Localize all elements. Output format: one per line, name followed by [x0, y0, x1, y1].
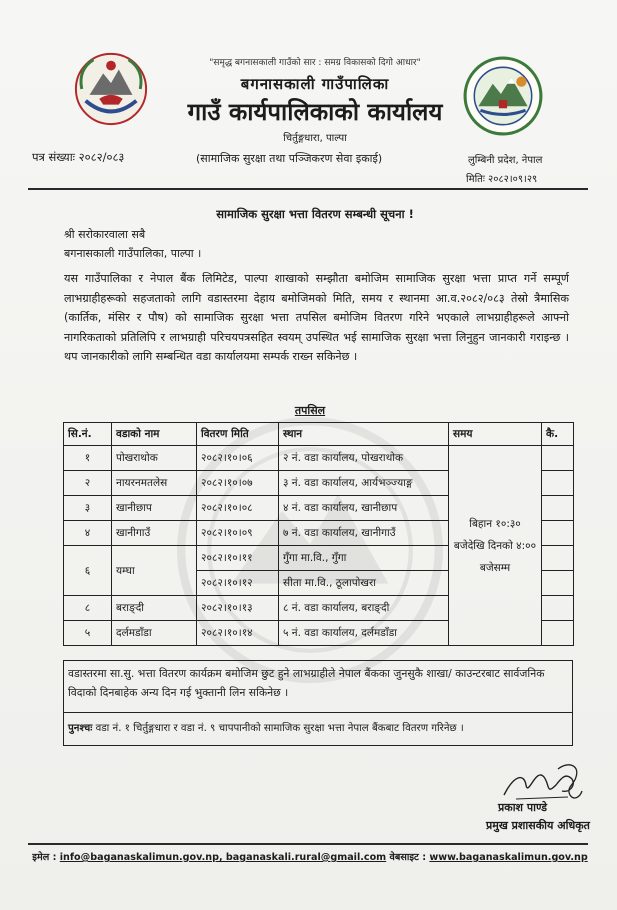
- col-time: समय: [449, 423, 542, 446]
- cell-ward: यम्घा: [112, 546, 197, 596]
- nepal-government-emblem: [72, 50, 150, 128]
- province: लुम्बिनी प्रदेश, नेपाल: [468, 155, 543, 166]
- website-label: वेबसाइट :: [389, 852, 427, 863]
- schedule-heading: तपसिल: [294, 404, 326, 417]
- cell-remarks: [542, 496, 574, 521]
- recipient-line-1: श्री सरोकारवाला सबै: [64, 228, 146, 241]
- cell-remarks: [542, 446, 574, 471]
- email-label: इमेल :: [32, 852, 57, 863]
- cell-date: २०८२।१०।०७: [197, 471, 279, 496]
- cell-time: बिहान १०:३० बजेदेखि दिनको ४:०० बजेसम्म: [449, 446, 542, 646]
- cell-remarks: [542, 546, 574, 571]
- distribution-schedule-table: [63, 422, 574, 646]
- cell-ward: पोखराथोक: [112, 446, 197, 471]
- postscript: [68, 720, 568, 734]
- postscript-label: पुनश्चः: [68, 723, 93, 734]
- cell-sn: १: [64, 446, 112, 471]
- cell-place: ५ नं. वडा कार्यालय, दर्लमडाँडा: [279, 621, 449, 646]
- col-ward: वडाको नाम: [112, 423, 197, 446]
- cell-sn: ४: [64, 521, 112, 546]
- col-place: स्थान: [279, 423, 449, 446]
- signer-title: प्रमुख प्रशासकीय अधिकृत: [486, 819, 590, 832]
- cell-date: २०८२।१०।०९: [197, 521, 279, 546]
- cell-ward: बराङ्दी: [112, 596, 197, 621]
- postscript-text: वडा नं. १ चिर्तुङ्गधारा र वडा नं. ९ चापपानीको सामाजिक सुरक्षा भत्ता नेपाल बैंकबाट वितरण गरिनेछ ।: [95, 723, 464, 734]
- cell-date: २०८२।१०।१३: [197, 596, 279, 621]
- cell-place: सीता मा.वि., ठूलापोखरा: [279, 571, 449, 596]
- signer-name: प्रकाश पाण्डे: [498, 801, 548, 814]
- cell-date: २०८२।१०।०६: [197, 446, 279, 471]
- cell-ward: खानीछाप: [112, 496, 197, 521]
- note-text: वडास्तरमा सा.सु. भत्ता वितरण कार्यक्रम बमोजिम छुट हुने लाभग्राहीले नेपाल बैंकका जुनसुकै शाखा/ काउन्टरबाट सार्वजनिक विदाको दिनबाहेक अन्य दिन गई भुक्तानी लिन सकिनेछ ।: [68, 667, 545, 699]
- col-sn: सि.नं.: [64, 423, 112, 446]
- cell-date: २०८२।१०।०८: [197, 496, 279, 521]
- cell-sn: ५: [64, 621, 112, 646]
- cell-sn: ६: [64, 546, 112, 596]
- cell-ward: नायरनमतलेस: [112, 471, 197, 496]
- cell-place: ४ नं. वडा कार्यालय, खानीछाप: [279, 496, 449, 521]
- cell-sn: ८: [64, 596, 112, 621]
- office-title: गाउँ कार्यपालिकाको कार्यालय: [187, 98, 443, 126]
- cell-ward: दर्लमडाँडा: [112, 621, 197, 646]
- cell-remarks: [542, 471, 574, 496]
- footer-divider: [28, 843, 588, 845]
- cell-remarks: [542, 596, 574, 621]
- cell-place: ८ नं. वडा कार्यालय, बराङ्दी: [279, 596, 449, 621]
- municipality-name: बगनासकाली गाउँपालिका: [240, 75, 390, 93]
- notice-body: यस गाउँपालिका र नेपाल बैंक लिमिटेड, पाल्पा शाखाको सम्झौता बमोजिम सामाजिक सुरक्षा भत्ता प्राप्त गर्ने सम्पूर्ण लाभग्राहीहरूको सहजताको लागि वडास्तरमा देहाय बमोजिमको मिति, समय र स्थानमा आ.व.२०८२/०८३ तेस्रो त्रैमासिक (कार्तिक, मंसिर र पौष) को सामाजिक सुरक्षा भत्ता तपसिल बमोजिम वितरण गरिने भएकाले लाभग्राहीहरूले आफ्नो नागरिकताको प्रतिलिपि र लाभग्राही परिचयपत्रसहित स्वयम् उपस्थित भई सामाजिक सुरक्षा भत्ता लिनुहुन जानकारी गराइन्छ । थप जानकारीको लागि सम्बन्धित वडा कार्यालयमा सम्पर्क राख्न सकिनेछ ।: [64, 272, 569, 363]
- email-links[interactable]: info@baganaskalimun.gov.np, baganaskali.rural@gmail.com: [59, 852, 387, 863]
- table-header-row: [64, 423, 574, 446]
- notice-subject: सामाजिक सुरक्षा भत्ता वितरण सम्बन्धी सूचना !: [216, 207, 414, 221]
- cell-remarks: [542, 621, 574, 646]
- recipient-line-2: बगनासकाली गाउँपालिका, पाल्पा ।: [64, 247, 202, 260]
- cell-ward: खानीगाउँ: [112, 521, 197, 546]
- cell-date: २०८२।१०।११: [197, 546, 279, 571]
- office-address: चिर्तुङ्गधारा, पाल्पा: [283, 133, 347, 144]
- table-row: [64, 446, 574, 471]
- cell-place: ७ नं. वडा कार्यालय, खानीगाउँ: [279, 521, 449, 546]
- cell-date: २०८२।१०।१२: [197, 571, 279, 596]
- cell-sn: २: [64, 471, 112, 496]
- cell-date: २०८२।१०।१४: [197, 621, 279, 646]
- cell-remarks: [542, 521, 574, 546]
- slogan: "समृद्ध बगनासकाली गाउँको सार : समग्र विकासको दिगो आधार": [209, 58, 421, 68]
- letter-reference-number: पत्र संख्याः २०८२/०८३: [32, 150, 125, 164]
- col-remarks: कै.: [542, 423, 574, 446]
- cell-place: २ नं. वडा कार्यालय, पोखराथोक: [279, 446, 449, 471]
- header-divider: [28, 188, 588, 190]
- footer-contact: [30, 850, 590, 863]
- note-divider: [63, 712, 573, 713]
- col-date: वितरण मिति: [197, 423, 279, 446]
- unit-name: (सामाजिक सुरक्षा तथा पञ्जिकरण सेवा इकाई): [196, 152, 383, 165]
- cell-sn: ३: [64, 496, 112, 521]
- cell-place: गुँगा मा.वि., गुँगा: [279, 546, 449, 571]
- letter-date: मितिः २०८२।०९।२९: [466, 174, 538, 185]
- cell-remarks: [542, 571, 574, 596]
- cell-place: ३ नं. वडा कार्यालय, आर्यभञ्ज्याङ्ग: [279, 471, 449, 496]
- website-link[interactable]: www.baganaskalimun.gov.np: [429, 852, 588, 863]
